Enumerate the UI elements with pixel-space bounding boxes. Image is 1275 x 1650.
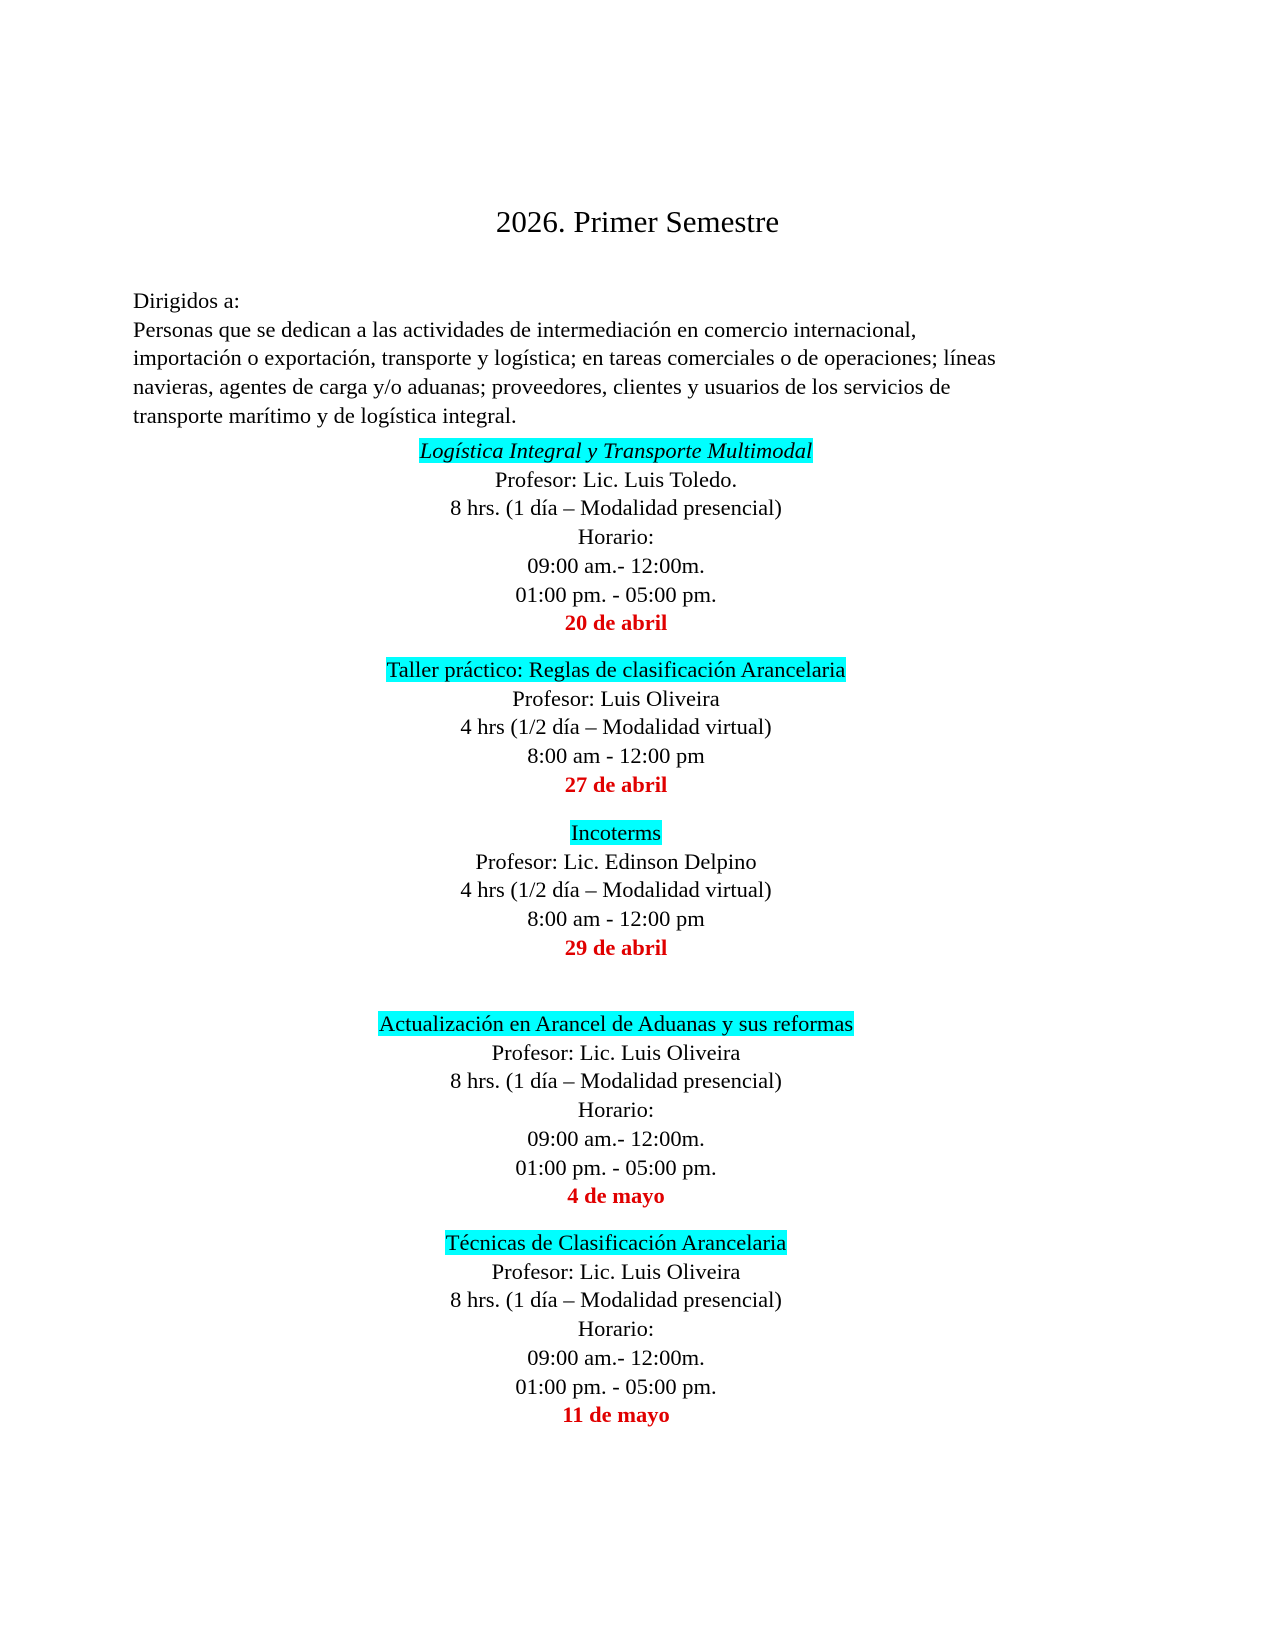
course-schedule-time: 8:00 am - 12:00 pm [527, 743, 705, 769]
course-title: Técnicas de Clasificación Arancelaria [445, 1230, 787, 1255]
course-duration: 8 hrs. (1 día – Modalidad presencial) [450, 1068, 782, 1094]
audience-line: navieras, agentes de carga y/o aduanas; proveedores, clientes y usuarios de los servicios de [133, 374, 951, 400]
course-schedule-time: 01:00 pm. - 05:00 pm. [515, 1373, 717, 1399]
course-block [0, 656, 1232, 800]
course-schedule-time: 09:00 am.- 12:00m. [527, 1125, 705, 1151]
audience-heading: Dirigidos a: [133, 288, 240, 313]
course-professor: Profesor: Lic. Edinson Delpino [475, 848, 757, 874]
course-block [0, 819, 1232, 963]
course-professor: Profesor: Luis Oliveira [512, 685, 720, 711]
course-schedule-label: Horario: [577, 524, 655, 550]
course-duration: 4 hrs (1/2 día – Modalidad virtual) [460, 714, 772, 740]
course-block [0, 437, 1232, 638]
course-schedule-time: 01:00 pm. - 05:00 pm. [515, 581, 717, 607]
audience-line: transporte marítimo y de logística integral. [133, 402, 517, 428]
course-schedule-time: 8:00 am - 12:00 pm [527, 906, 705, 932]
course-title: Taller práctico: Reglas de clasificación Arancelaria [386, 657, 846, 682]
course-date: 20 de abril [564, 610, 668, 636]
course-duration: 4 hrs (1/2 día – Modalidad virtual) [460, 877, 772, 903]
course-title: Logística Integral y Transporte Multimodal [419, 438, 813, 463]
audience-line: importación o exportación, transporte y logística; en tareas comerciales o de operaciones; líneas [133, 345, 996, 371]
course-schedule-label: Horario: [577, 1316, 655, 1342]
audience-line: Personas que se dedican a las actividades de intermediación en comercio internacional, [133, 316, 917, 342]
course-date: 29 de abril [564, 934, 668, 960]
course-schedule-time: 09:00 am.- 12:00m. [527, 1344, 705, 1370]
course-professor: Profesor: Lic. Luis Oliveira [491, 1039, 741, 1065]
course-professor: Profesor: Lic. Luis Oliveira [491, 1258, 741, 1284]
course-block [0, 1229, 1232, 1430]
course-block [0, 1010, 1232, 1211]
course-professor: Profesor: Lic. Luis Toledo. [494, 466, 738, 492]
course-duration: 8 hrs. (1 día – Modalidad presencial) [450, 1287, 782, 1313]
course-title: Actualización en Arancel de Aduanas y sus reformas [378, 1011, 854, 1036]
course-schedule-time: 01:00 pm. - 05:00 pm. [515, 1154, 717, 1180]
course-schedule-time: 09:00 am.- 12:00m. [527, 552, 705, 578]
course-duration: 8 hrs. (1 día – Modalidad presencial) [450, 495, 782, 521]
course-date: 4 de mayo [567, 1183, 665, 1209]
page-title: 2026. Primer Semestre [495, 204, 780, 239]
audience-section [133, 287, 1113, 431]
course-schedule-label: Horario: [577, 1097, 655, 1123]
course-title: Incoterms [571, 820, 661, 845]
course-date: 27 de abril [564, 771, 668, 797]
course-date: 11 de mayo [562, 1402, 670, 1428]
